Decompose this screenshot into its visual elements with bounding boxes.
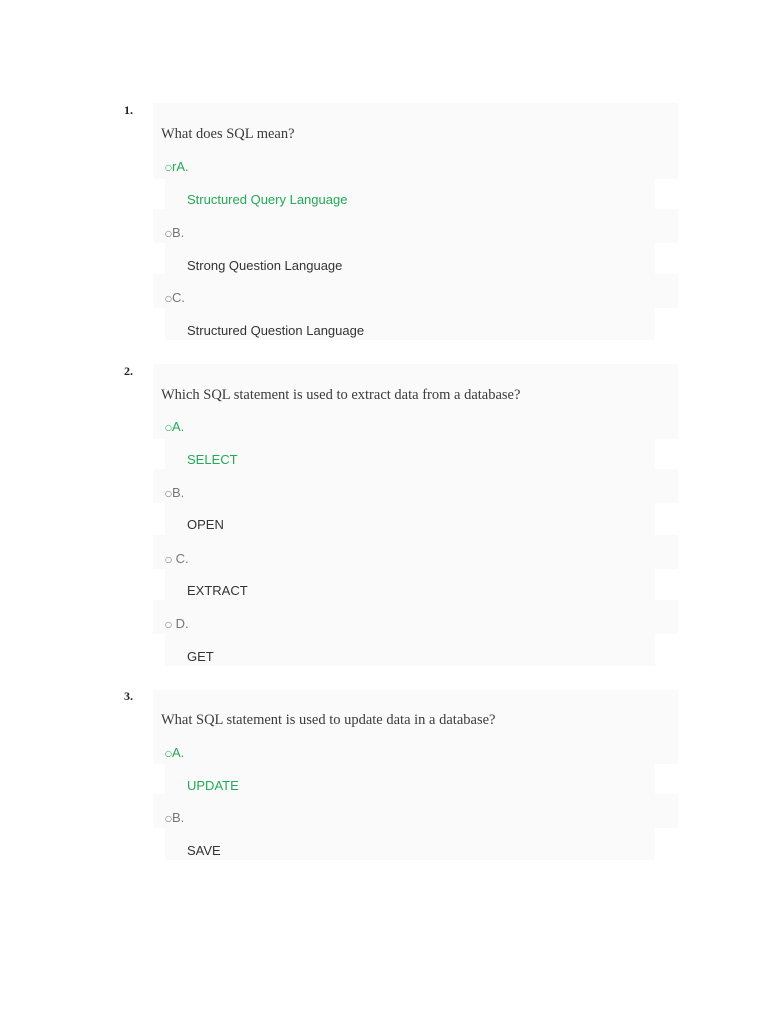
option-letter[interactable] <box>165 159 189 176</box>
radio-circle-icon[interactable]: ○ <box>165 489 172 498</box>
option-letter-label: C. <box>171 290 185 305</box>
option-letter[interactable] <box>165 810 184 827</box>
radio-circle-icon[interactable]: ○ <box>165 229 172 238</box>
option-answer[interactable]: EXTRACT <box>187 583 248 598</box>
option-answer-background <box>165 634 655 666</box>
option-letter-label: A. <box>171 419 185 434</box>
question-text: Which SQL statement is used to extract data from a database? <box>161 387 521 403</box>
option-answer[interactable]: SAVE <box>187 843 221 858</box>
option-answer[interactable]: Structured Question Language <box>187 323 365 338</box>
option-letter-label: B. <box>171 810 185 825</box>
option-answer-background <box>165 437 655 469</box>
option-answer[interactable]: OPEN <box>187 517 224 532</box>
option-letter[interactable] <box>165 485 184 502</box>
option-letter-label: C. <box>171 551 189 566</box>
option-letter-label: D. <box>171 616 189 631</box>
option-answer[interactable]: Strong Question Language <box>187 258 343 273</box>
option-letter-label: B. <box>171 485 185 500</box>
option-letter-background <box>153 469 678 503</box>
question-number <box>121 103 133 118</box>
option-letter-label: B. <box>171 225 185 240</box>
option-letter-label: rA. <box>171 159 189 174</box>
option-answer[interactable]: UPDATE <box>187 778 239 793</box>
option-answer-background <box>165 828 655 860</box>
option-letter[interactable] <box>165 290 185 307</box>
radio-circle-icon[interactable]: ○ <box>165 814 172 823</box>
option-answer[interactable]: GET <box>187 649 214 664</box>
option-letter[interactable] <box>165 225 184 242</box>
option-answer[interactable]: Structured Query Language <box>187 192 348 207</box>
question-text: What SQL statement is used to update data in a database? <box>161 712 496 728</box>
radio-circle-icon[interactable]: ○ <box>165 555 172 564</box>
question-number-label: 2. <box>124 364 133 378</box>
question-text: What does SQL mean? <box>161 126 295 142</box>
option-letter-background <box>153 145 678 179</box>
radio-circle-icon[interactable]: ○ <box>165 163 172 172</box>
option-answer-background <box>165 503 655 535</box>
option-letter[interactable] <box>165 616 189 633</box>
option-letter-background <box>153 730 678 764</box>
radio-circle-icon[interactable]: ○ <box>165 294 172 303</box>
option-letter-label: A. <box>171 745 185 760</box>
option-letter[interactable] <box>165 551 189 568</box>
option-letter[interactable] <box>165 745 184 762</box>
radio-circle-icon[interactable]: ○ <box>165 749 172 758</box>
option-letter-background <box>153 209 678 243</box>
option-letter[interactable] <box>165 419 184 436</box>
option-letter-background <box>153 600 678 634</box>
option-letter-background <box>153 794 678 828</box>
option-answer[interactable]: SELECT <box>187 452 238 467</box>
radio-circle-icon[interactable]: ○ <box>165 423 172 432</box>
question-number <box>121 364 133 379</box>
option-letter-background <box>153 405 678 439</box>
option-letter-background <box>153 535 678 569</box>
radio-circle-icon[interactable]: ○ <box>165 620 172 629</box>
question-number-label: 3. <box>124 689 133 703</box>
question-number <box>121 689 133 704</box>
option-letter-background <box>153 274 678 308</box>
question-number-label: 1. <box>124 103 133 117</box>
